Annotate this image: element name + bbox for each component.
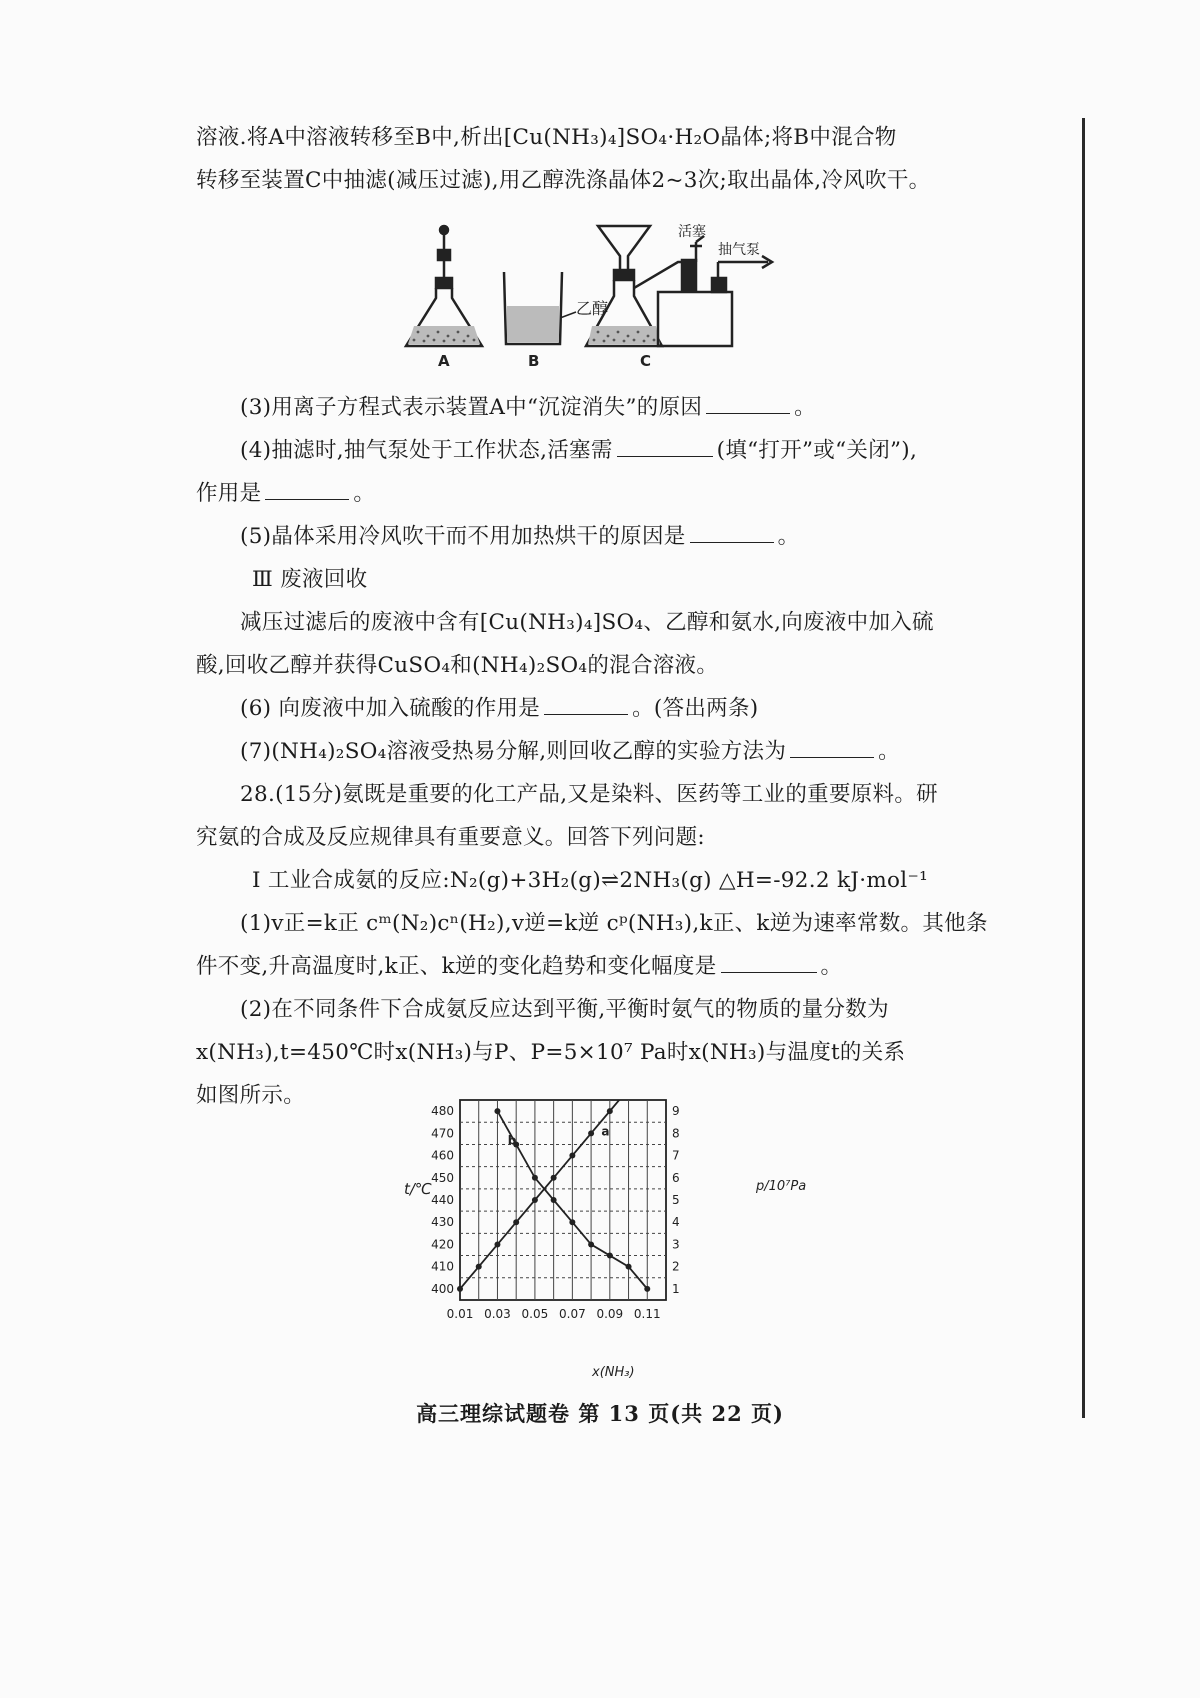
question-7-text: (7)(NH₄)₂SO₄溶液受热易分解,则回收乙醇的实验方法为 <box>240 739 787 764</box>
y-left-tick-label: 400 <box>431 1281 454 1296</box>
question-4-text2: 作用是 <box>196 481 262 506</box>
intro-paragraph <box>196 116 1042 202</box>
x-tick-label: 0.05 <box>521 1307 549 1321</box>
y-right-tick-label: 7 <box>672 1148 680 1163</box>
section-1-heading: Ⅰ 工业合成氨的反应:N₂(g)+3H₂(g)⇌2NH₃(g) △H=-92.2 kJ·mol⁻¹ <box>252 868 929 893</box>
question-6-end: 。(答出两条) <box>632 696 759 721</box>
series-point-b <box>607 1253 613 1259</box>
questions-block <box>196 386 1042 1117</box>
question-5-end: 。 <box>777 524 800 549</box>
series-point-a <box>494 1241 500 1247</box>
series-point-a <box>476 1264 482 1270</box>
y-right-tick-label: 4 <box>672 1215 680 1230</box>
question-6 <box>196 687 1042 730</box>
y-right-tick-label: 9 <box>672 1104 680 1119</box>
question-3-text: (3)用离子方程式表示装置A中“沉淀消失”的原因 <box>240 395 703 420</box>
answer-blank[interactable] <box>721 954 817 973</box>
series-point-a <box>551 1175 557 1181</box>
question-1-line2 <box>196 945 1042 988</box>
answer-blank[interactable] <box>790 739 874 758</box>
chart-grid <box>460 1100 666 1300</box>
waste-text: 酸,回收乙醇并获得CuSO₄和(NH₄)₂SO₄的混合溶液。 <box>196 653 719 678</box>
answer-blank[interactable] <box>265 481 349 500</box>
y-right-tick-label: 5 <box>672 1193 680 1207</box>
question-4-end: 。 <box>353 481 376 506</box>
series-point-a <box>457 1286 463 1292</box>
problem-28-intro: 究氨的合成及反应规律具有重要意义。回答下列问题: <box>196 825 705 850</box>
question-5-text: (5)晶体采用冷风吹干而不用加热烘干的原因是 <box>240 524 686 549</box>
answer-blank[interactable] <box>690 524 774 543</box>
answer-blank[interactable] <box>617 438 713 457</box>
series-point-b <box>588 1241 594 1247</box>
y-left-tick-label: 420 <box>431 1237 454 1252</box>
series-point-b <box>532 1175 538 1181</box>
text-line: 转移至装置C中抽滤(减压过滤),用乙醇洗涤晶体2~3次;取出晶体,冷风吹干。 <box>196 168 931 193</box>
label-valve: 活塞 <box>678 224 706 240</box>
margin-rule <box>1082 118 1085 1418</box>
y-axis-left-label: t/℃ <box>404 1180 432 1198</box>
y-left-tick-label: 470 <box>431 1126 454 1141</box>
y-left-tick-label: 450 <box>431 1170 454 1185</box>
question-4-text: (4)抽滤时,抽气泵处于工作状态,活塞需 <box>240 438 613 463</box>
series-point-b <box>494 1108 500 1114</box>
plot-frame <box>460 1100 666 1300</box>
flask-a <box>406 226 482 346</box>
x-tick-label: 0.11 <box>633 1307 661 1321</box>
waste-text: 减压过滤后的废液中含有[Cu(NH₃)₄]SO₄、乙醇和氨水,向废液中加入硫 <box>240 610 934 635</box>
question-4 <box>196 429 1042 472</box>
chart-ticks <box>431 1104 680 1321</box>
series-point-a <box>513 1219 519 1225</box>
question-6-text: (6) 向废液中加入硫酸的作用是 <box>240 696 541 721</box>
series-point-b <box>644 1286 650 1292</box>
x-tick-label: 0.03 <box>484 1307 511 1321</box>
question-1: (1)v正=k正 cᵐ(N₂)cⁿ(H₂),v逆=k逆 cᵖ(NH₃),k正、k逆为速率常数。其他条 <box>240 911 988 936</box>
series-point-b <box>569 1219 575 1225</box>
answer-blank[interactable] <box>544 696 628 715</box>
question-2-line3: 如图所示。 <box>196 1083 306 1108</box>
question-1-end: 。 <box>820 954 843 979</box>
x-tick-label: 0.01 <box>446 1307 474 1321</box>
question-2: (2)在不同条件下合成氨反应达到平衡,平衡时氨气的物质的量分数为 <box>240 997 889 1022</box>
y-right-tick-label: 2 <box>672 1259 680 1274</box>
y-right-tick-label: 6 <box>672 1170 680 1185</box>
x-axis-label: x(NH₃) <box>592 1365 635 1380</box>
y-left-tick-label: 430 <box>431 1215 454 1230</box>
question-4-line2 <box>196 472 1042 515</box>
y-right-tick-label: 3 <box>672 1237 680 1252</box>
label-b: B <box>528 352 540 370</box>
question-2-line2: x(NH₃),t=450℃时x(NH₃)与P、P=5×10⁷ Pa时x(NH₃)与温度t的关系 <box>196 1040 906 1065</box>
series-point-a <box>607 1108 613 1114</box>
y-left-tick-label: 410 <box>431 1259 454 1274</box>
question-7-end: 。 <box>878 739 900 764</box>
series-point-a <box>532 1197 538 1203</box>
y-right-tick-label: 1 <box>672 1281 680 1296</box>
y-left-tick-label: 480 <box>431 1104 454 1119</box>
question-3-end: 。 <box>794 395 816 420</box>
text-line: 溶液.将A中溶液转移至B中,析出[Cu(NH₃)₄]SO₄·H₂O晶体;将B中混合物 <box>196 125 897 150</box>
series-point-a <box>569 1153 575 1159</box>
apparatus-figure <box>400 222 840 372</box>
series-point-a <box>588 1130 594 1136</box>
label-a: A <box>438 352 450 370</box>
label-ethanol: 乙醇 <box>576 299 609 318</box>
y-left-tick-label: 440 <box>431 1193 454 1207</box>
y-left-tick-label: 460 <box>431 1148 454 1163</box>
label-pump: 抽气泵 <box>718 242 760 258</box>
question-7 <box>196 730 1042 773</box>
problem-28-intro: 28.(15分)氨既是重要的化工产品,又是染料、医药等工业的重要原料。研 <box>240 782 938 807</box>
section-3-heading: Ⅲ 废液回收 <box>252 567 368 592</box>
question-1-text: 件不变,升高温度时,k正、k逆的变化趋势和变化幅度是 <box>196 954 717 979</box>
y-axis-right-label: p/10⁷Pa <box>756 1179 807 1194</box>
equilibrium-chart <box>400 1080 840 1380</box>
series-point-b <box>626 1264 632 1270</box>
y-right-tick-label: 8 <box>672 1126 680 1141</box>
series-point-b <box>551 1197 557 1203</box>
answer-blank[interactable] <box>706 395 790 414</box>
question-3 <box>196 386 1042 429</box>
question-5 <box>196 515 1042 558</box>
x-tick-label: 0.09 <box>596 1307 624 1321</box>
x-tick-label: 0.07 <box>559 1307 586 1321</box>
page-footer: 高三理综试题卷 第 13 页(共 22 页) <box>416 1401 784 1426</box>
question-4-hint: (填“打开”或“关闭”), <box>716 438 918 463</box>
series-label-b: b <box>507 1133 517 1148</box>
beaker-b <box>504 272 576 344</box>
label-c: C <box>640 352 652 370</box>
series-label-a: a <box>601 1124 610 1139</box>
